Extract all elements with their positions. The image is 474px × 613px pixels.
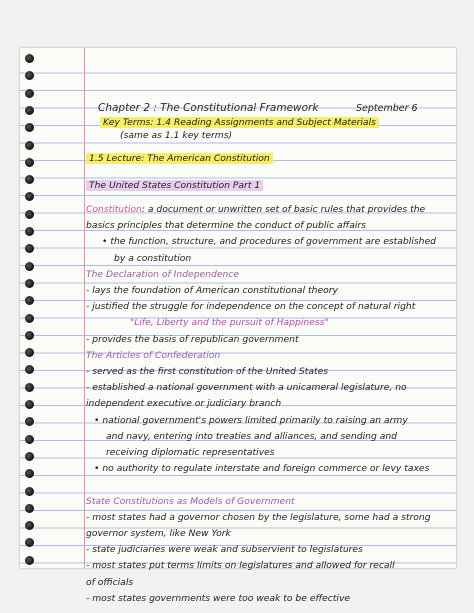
page-title: Chapter 2 : The Constitutional Framework [98, 102, 319, 114]
binding-hole [25, 504, 34, 513]
quote-line: "Life, Liberty and the pursuit of Happiness" [130, 317, 329, 329]
note-text: - most states put terms limits on legislatures and allowed for recall [86, 560, 395, 572]
note-text: independent executive or judiciary branch [86, 398, 282, 410]
note-line [114, 253, 191, 264]
note-text: - lays the foundation of American constitutional theory [86, 285, 338, 296]
binding-hole [25, 158, 34, 167]
note-text: • no authority to regulate interstate and foreign commerce or levy taxes [94, 463, 430, 475]
binding-hole [25, 314, 34, 323]
notebook-page [20, 48, 456, 604]
note-line [106, 431, 397, 442]
note-text: by a constitution [114, 252, 192, 264]
binding-hole [25, 556, 34, 565]
binding-hole [25, 123, 34, 132]
binding-hole [25, 175, 34, 184]
section-heading: The United States Constitution Part 1 [86, 180, 263, 191]
binding-hole [25, 296, 34, 305]
key-terms-label: Key Terms: 1.4 Reading Assignments and Subject Materials [100, 117, 379, 128]
note-line [86, 382, 407, 393]
binding-hole [25, 262, 34, 271]
note-line [86, 301, 415, 312]
note-line [86, 560, 395, 571]
binding-hole [25, 244, 34, 253]
binding-hole [25, 521, 34, 530]
binding-hole [25, 210, 34, 219]
note-text: - provides the basis of republican government [86, 333, 299, 345]
spiral-binding [20, 48, 40, 568]
note-line [106, 447, 275, 458]
binding-hole [25, 487, 34, 496]
note-line [86, 544, 363, 555]
binding-hole [25, 452, 34, 461]
binding-hole [25, 331, 34, 340]
note-line [86, 204, 425, 215]
binding-hole [25, 348, 34, 357]
note-text: • the function, structure, and procedures of government are established [102, 236, 436, 248]
note-text: receiving diplomatic representatives [106, 447, 275, 458]
note-line [86, 577, 133, 588]
note-text: - established a national government with a unicameral legislature, no [86, 382, 407, 394]
binding-hole [25, 417, 34, 426]
note-line [102, 236, 436, 247]
note-text: • national government's powers limited primarily to raising an army [94, 414, 408, 426]
note-text: - most states governments were too weak to be effective [86, 592, 351, 604]
binding-hole [25, 89, 34, 98]
note-line [94, 415, 408, 426]
section-subheading: State Constitutions as Models of Government [86, 495, 295, 507]
binding-hole [25, 383, 34, 392]
note-line [94, 463, 429, 474]
note-text: - justified the struggle for independence on the concept of natural right [86, 301, 416, 313]
note-line [86, 285, 338, 296]
lecture-line [86, 153, 273, 164]
binding-hole [25, 192, 34, 201]
binding-hole [25, 71, 34, 80]
note-text: - state judiciaries were weak and subservient to legislatures [86, 544, 363, 556]
key-terms-line [100, 117, 379, 128]
binding-hole [25, 538, 34, 547]
note-line [86, 220, 366, 231]
binding-hole [25, 435, 34, 444]
binding-hole [25, 400, 34, 409]
note-text: : a document or unwritten set of basic rules that provides the [141, 204, 426, 215]
note-line [86, 593, 350, 604]
binding-hole [25, 106, 34, 115]
binding-hole [25, 141, 34, 150]
section-subheading: The Declaration of Independence [86, 268, 240, 280]
page-date: September 6 [356, 103, 418, 114]
binding-hole [25, 227, 34, 236]
note-text: - served as the first constitution of the United States [86, 366, 329, 377]
binding-hole [25, 54, 34, 63]
note-line [86, 366, 328, 377]
note-text: governor system, like New York [86, 528, 231, 539]
binding-hole [25, 365, 34, 374]
note-line [86, 512, 431, 523]
margin-line [84, 48, 85, 568]
key-terms-note: (same as 1.1 key terms) [120, 130, 233, 141]
note-text: of officials [86, 576, 134, 588]
note-text: basics principles that determine the conduct of public affairs [86, 220, 366, 232]
section-heading-line [86, 180, 263, 191]
note-line [86, 398, 281, 409]
note-text: - most states had a governor chosen by the legislature, some had a strong [86, 511, 431, 523]
lecture-label: 1.5 Lecture: The American Constitution [86, 153, 273, 164]
note-line [86, 334, 299, 345]
note-line [86, 528, 231, 539]
binding-hole [25, 469, 34, 478]
note-text: and navy, entering into treaties and alliances, and sending and [106, 430, 397, 442]
section-subheading: The Articles of Confederation [86, 349, 221, 361]
defined-term: Constitution [86, 204, 142, 215]
binding-hole [25, 279, 34, 288]
